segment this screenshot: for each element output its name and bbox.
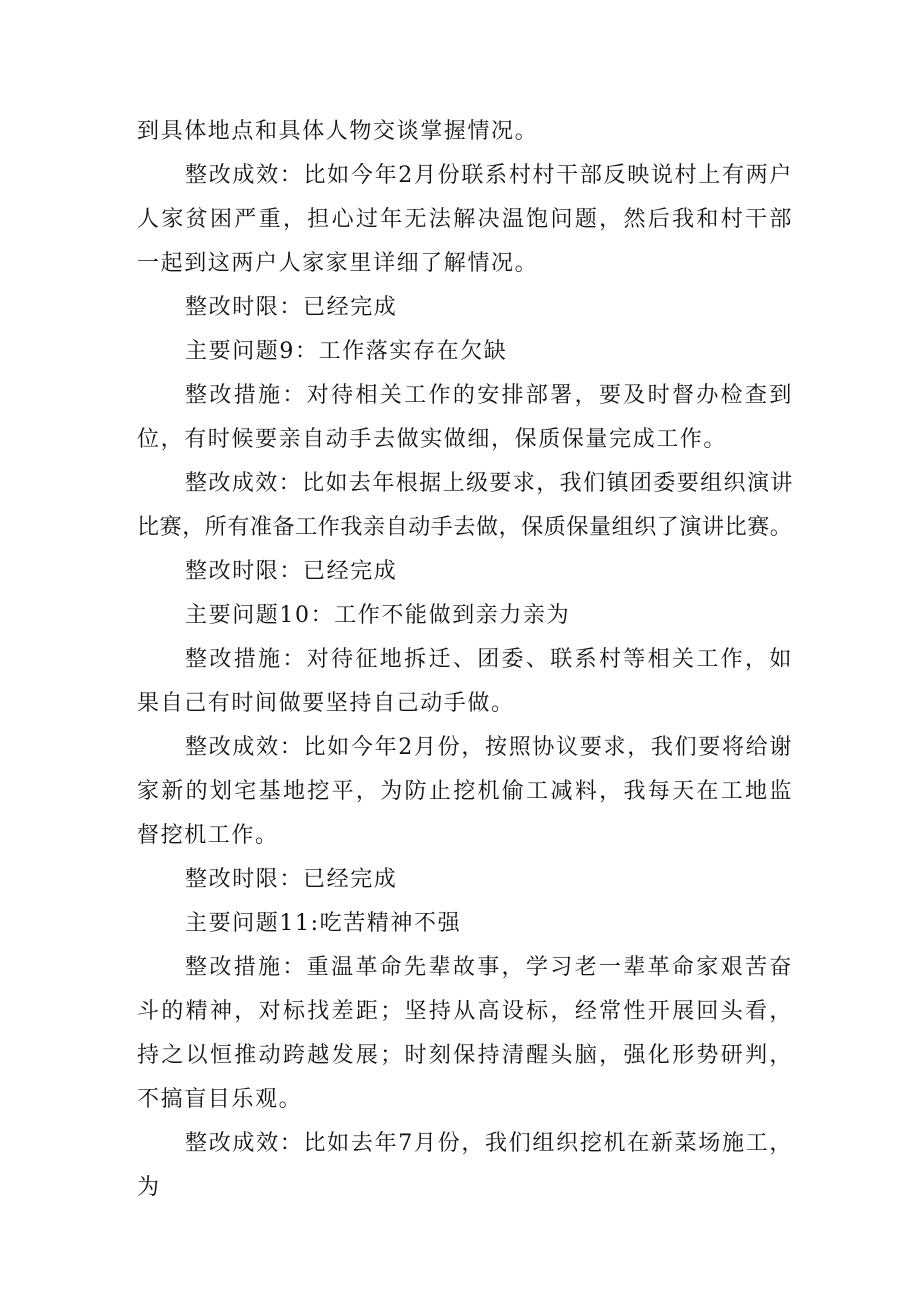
paragraph-main-problem-10: 主要问题10：工作不能做到亲力亲为 [185,603,571,628]
paragraph-rectification-deadline: 整改时限：已经完成 [185,867,398,892]
paragraph-rectification-effect: 整改成效：比如去年根据上级要求，我们镇团委要组织演讲比赛，所有准备工作我亲自动手去做，保质保量组织了演讲比赛。 [137,471,793,540]
paragraph-rectification-deadline: 整改时限：已经完成 [185,559,398,584]
paragraph-rectification-deadline: 整改时限：已经完成 [185,295,398,320]
paragraph-rectification-effect: 整改成效：比如今年2月份联系村村干部反映说村上有两户人家贫困严重，担心过年无法解决温饱问题，然后我和村干部一起到这两户人家家里详细了解情况。 [137,163,793,276]
paragraph-continuation: 到具体地点和具体人物交谈掌握情况。 [137,119,539,144]
paragraph-rectification-effect: 整改成效：比如今年2月份，按照协议要求，我们要将给谢家新的划宅基地挖平，为防止挖机偷工减料，我每天在工地监督挖机工作。 [137,735,793,848]
paragraph-main-problem-11: 主要问题11:吃苦精神不强 [185,911,462,936]
paragraph-rectification-measures: 整改措施：对待征地拆迁、团委、联系村等相关工作，如果自己有时间做要坚持自己动手做。 [137,647,793,716]
paragraph-main-problem-9: 主要问题9：工作落实存在欠缺 [185,339,508,364]
document-body [137,110,793,1210]
paragraph-rectification-measures: 整改措施：重温革命先辈故事，学习老一辈革命家艰苦奋斗的精神，对标找差距；坚持从高设标，经常性开展回头看，持之以恒推动跨越发展；时刻保持清醒头脑，强化形势研判，不搞盲目乐观。 [137,955,793,1112]
paragraph-rectification-measures: 整改措施：对待相关工作的安排部署，要及时督办检查到位，有时候要亲自动手去做实做细，保质保量完成工作。 [137,383,793,452]
paragraph-rectification-effect: 整改成效：比如去年7月份，我们组织挖机在新菜场施工，为 [137,1131,793,1200]
